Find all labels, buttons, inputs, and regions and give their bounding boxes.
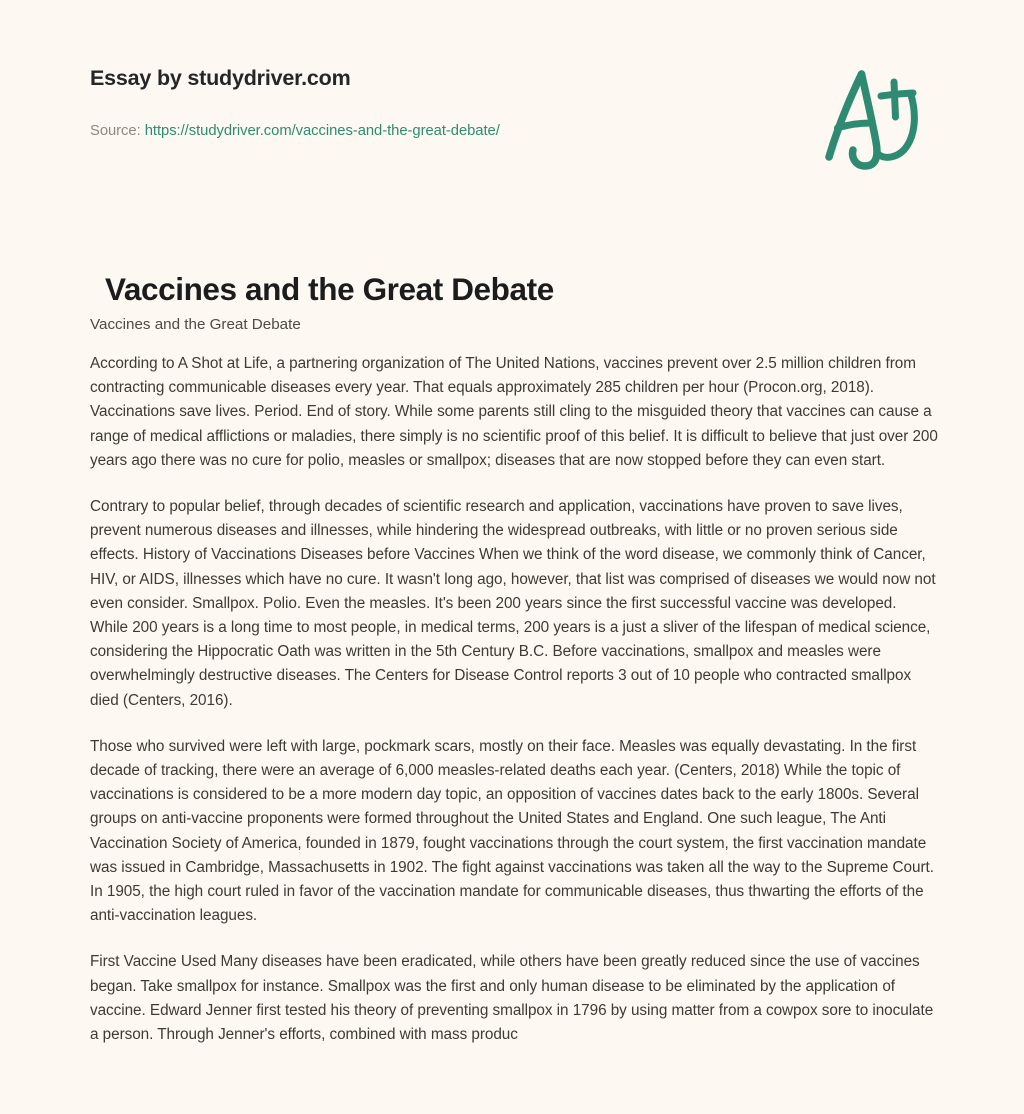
page-title: Vaccines and the Great Debate [105, 271, 554, 308]
essay-paragraph: According to A Shot at Life, a partnering organization of The United Nations, vaccines prevent over 2.5 million children from contracting communicable diseases every year. That equals approximately 285 children per hour (Procon.org, 2018). Vaccinations save lives. Period. End of story. While some parents still cling to the misguided theory that vaccines can cause a range of medical afflictions or maladies, there simply is no scientific proof of this belief. It is difficult to believe that just over 200 years ago there was no cure for polio, measles or smallpox; diseases that are now stopped before they can even start. [90, 355, 938, 469]
essay-paragraph: Contrary to popular belief, through decades of scientific research and application, vaccinations have proven to save lives, prevent numerous diseases and illnesses, while hindering the widespread outbreaks, with little or no proven serious side effects. History of Vaccinations Diseases before Vaccines When we think of the word disease, we commonly think of Cancer, HIV, or AIDS, illnesses which have no cure. It wasn't long ago, however, that list was comprised of diseases we would now not even consider. Smallpox. Polio. Even the measles. It's been 200 years since the first successful vaccine was developed. While 200 years is a long time to most people, in medical terms, 200 years is a just a sliver of the lifespan of medical science, considering the Hippocratic Oath was written in the 5th Century B.C. Before vaccinations, smallpox and measles were overwhelmingly destructive diseases. The Centers for Disease Control reports 3 out of 10 people who contracted smallpox died (Centers, 2016). [90, 498, 936, 709]
source-line [90, 123, 500, 139]
essay-body [90, 352, 938, 1047]
essay-paragraph: Those who survived were left with large, pockmark scars, mostly on their face. Measles was equally devastating. In the first decade of tracking, there were an average of 6,000 measles-related deaths each year. (Centers, 2018) While the topic of vaccinations is considered to be a more modern day topic, an opposition of vaccines dates back to the early 1800s. Several groups on anti-vaccine proponents were formed throughout the United States and England. One such league, The Anti Vaccination Society of America, founded in 1879, fought vaccinations through the court system, the first vaccination mandate was issued in Cambridge, Massachusetts in 1902. The fight against vaccinations was taken all the way to the Supreme Court. In 1905, the high court ruled in favor of the vaccination mandate for communicable diseases, thus thwarting the efforts of the anti-vaccination leagues. [90, 737, 934, 925]
essay-subtitle: Vaccines and the Great Debate [90, 316, 301, 333]
page-header [0, 0, 1024, 200]
a-plus-logo-icon [812, 62, 928, 174]
source-url-link[interactable]: https://studydriver.com/vaccines-and-the-great-debate/ [144, 123, 500, 139]
byline: Essay by studydriver.com [90, 66, 351, 90]
studydriver-logo[interactable] [812, 62, 928, 174]
essay-paragraph: First Vaccine Used Many diseases have been eradicated, while others have been greatly reduced since the use of vaccines began. Take smallpox for instance. Smallpox was the first and only human disease to be eliminated by the application of vaccine. Edward Jenner first tested his theory of preventing smallpox in 1796 by using matter from a cowpox sore to inoculate a person. Through Jenner's efforts, combined with mass produc [90, 953, 934, 1044]
source-label: Source: [90, 123, 141, 139]
